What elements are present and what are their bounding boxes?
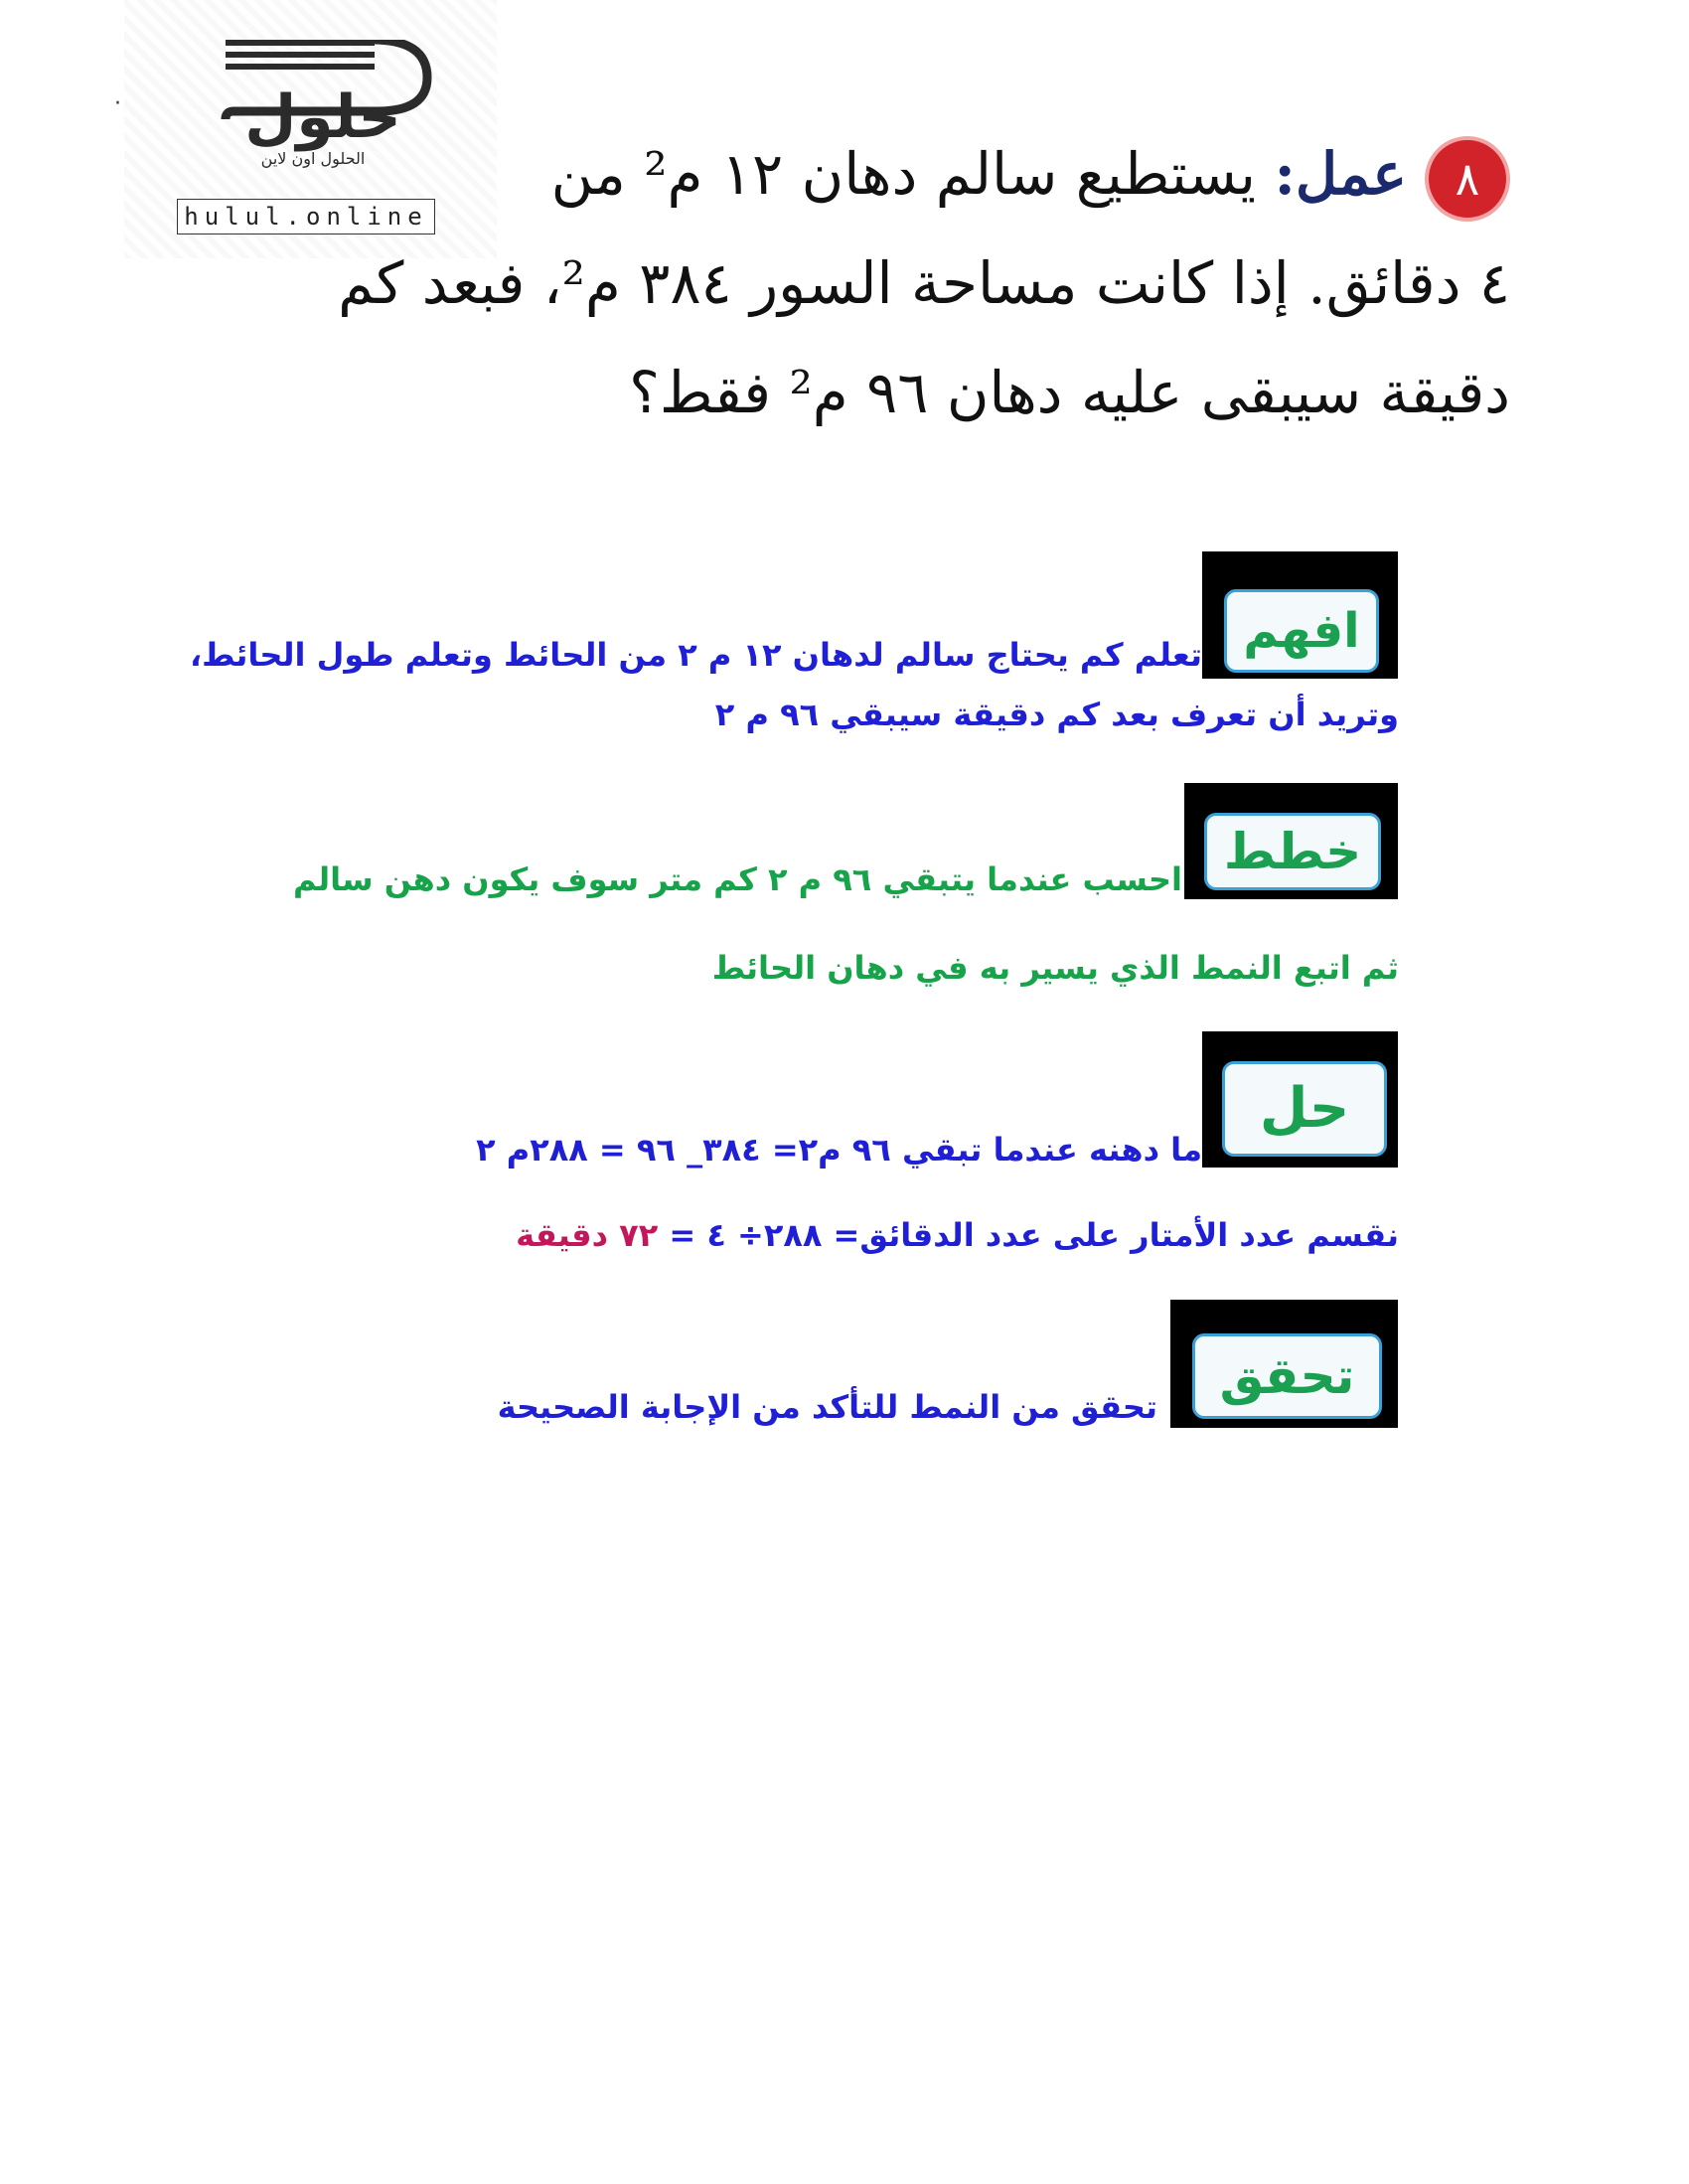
problem-line-1 [179, 119, 1510, 229]
problem-number-badge: ٨ [1425, 136, 1510, 222]
solve-text-1: ما دهنه عندما تبقي ٩٦ م٢= ٣٨٤_ ٩٦ = ٢٨٨م ٢ [476, 1131, 1202, 1169]
solve-answer: ٧٢ دقيقة [516, 1216, 659, 1254]
understand-step-image [1202, 551, 1398, 679]
check-label: تحقق [1192, 1333, 1382, 1419]
logo-subtitle: الحلول اون لاين [260, 149, 366, 168]
understand-text-2: وتريد أن تعرف بعد كم دقيقة سيبقي ٩٦ م ٢ [714, 696, 1399, 733]
plan-text-1: احسب عندما يتبقي ٩٦ م ٢ كم متر سوف يكون دهن سالم [292, 860, 1182, 898]
plan-label: خطط [1204, 813, 1381, 890]
plan-step-image [1184, 783, 1398, 899]
solve-step-image [1202, 1031, 1398, 1168]
check-step-image [1170, 1300, 1398, 1428]
solve-text-2-calc: نقسم عدد الأمتار على عدد الدقائق= ٢٨٨÷ ٤ = [669, 1216, 1399, 1254]
check-text-1: تحقق من النمط للتأكد من الإجابة الصحيحة [497, 1388, 1157, 1426]
solve-text-2 [516, 1216, 1399, 1254]
understand-text-1: تعلم كم يحتاج سالم لدهان ١٢ م ٢ من الحائط وتعلم طول الحائط، [189, 636, 1202, 674]
problem-statement [179, 119, 1510, 447]
problem-line-2: ٤ دقائق. إذا كانت مساحة السور ٣٨٤ م²، فبعد كم [338, 249, 1510, 317]
problem-text-1: يستطيع سالم دهان ١٢ م² من [550, 140, 1257, 208]
problem-line-3: دقيقة سيبقى عليه دهان ٩٦ م² فقط؟ [629, 359, 1510, 426]
solve-label: حل [1222, 1061, 1387, 1157]
problem-keyword: عمل: [1274, 140, 1407, 208]
plan-text-2: ثم اتبع النمط الذي يسير به في دهان الحائط [711, 949, 1399, 987]
logo-wordmark: حلول [244, 82, 401, 152]
understand-label: افهم [1224, 589, 1379, 673]
logo-url: hulul.online [177, 199, 435, 234]
stray-mark: · [114, 91, 121, 116]
